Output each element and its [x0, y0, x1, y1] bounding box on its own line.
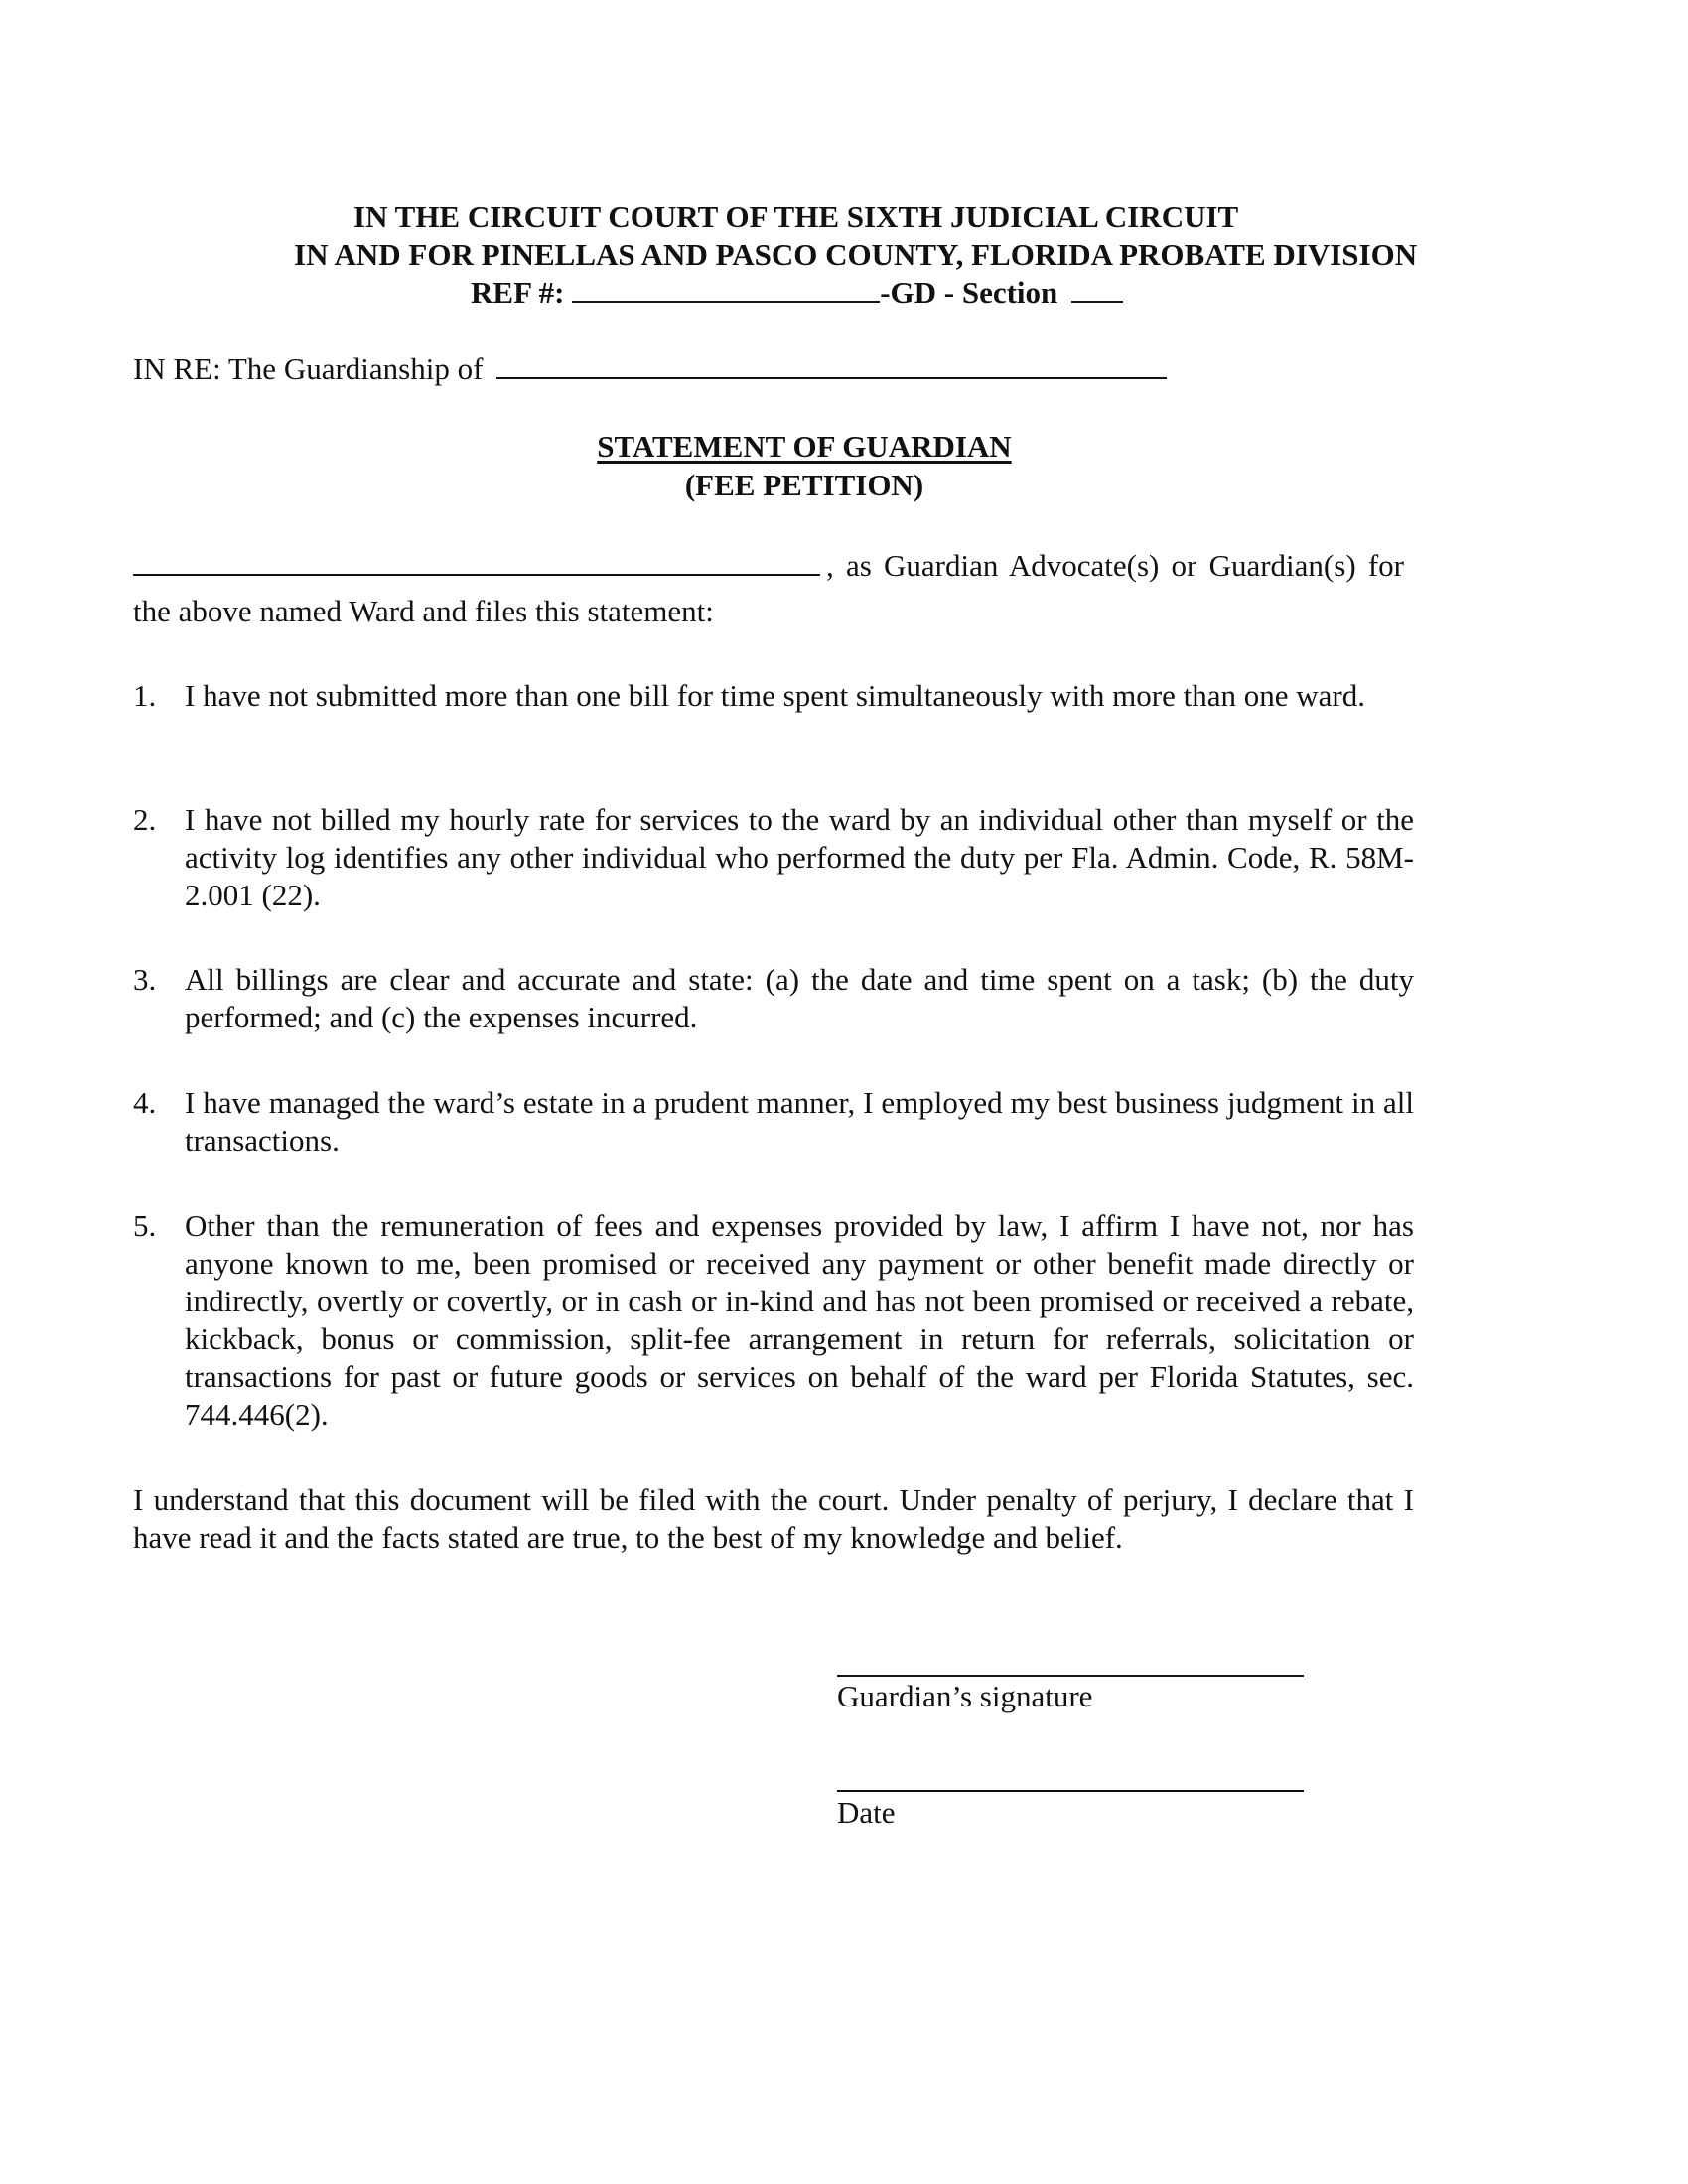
statement-item-3 [133, 961, 1414, 1036]
reference-line [471, 274, 1123, 312]
section-blank[interactable] [1071, 300, 1123, 303]
signature-line[interactable] [837, 1675, 1304, 1677]
item-number: 5. [133, 1208, 157, 1243]
item-text: Other than the remuneration of fees and expenses provided by law, I affirm I have not, nor has anyone known to me, been promised or received any payment or other benefit made directly or indirectly, overtly or covertly, or in cash or in-kind and has not been promised or received a rebate, kickback, bonus or commission, split-fee arrangement in return for referrals, solicitation or transactions for past or future goods or services on behalf of the ward per Florida Statutes, sec. 744.446(2). [185, 1208, 1414, 1432]
item-text: I have managed the ward’s estate in a prudent manner, I employed my best business judgment in all transactions. [185, 1085, 1414, 1158]
in-re-line [133, 350, 1167, 388]
in-re-label: IN RE: The Guardianship of [133, 351, 484, 386]
statement-item-1 [133, 677, 1414, 715]
court-header-line-2: IN AND FOR PINELLAS AND PASCO COUNTY, FLORIDA PROBATE DIVISION [294, 237, 1418, 272]
signature-label: Guardian’s signature [837, 1679, 1093, 1713]
item-number: 3. [133, 962, 157, 997]
item-number: 2. [133, 802, 157, 837]
item-text: I have not submitted more than one bill for time spent simultaneously with more than one ward. [185, 678, 1365, 713]
ref-suffix: -GD - Section [880, 275, 1058, 310]
item-text: All billings are clear and accurate and state: (a) the date and time spent on a task; (b) the duty performed; and (c) the expenses incurred. [185, 962, 1414, 1034]
item-text: I have not billed my hourly rate for services to the ward by an individual other than myself or the activity log identifies any other individual who performed the duty per Fla. Admin. Code, R. 58M-2.001 (22). [185, 802, 1414, 912]
guardian-name-blank[interactable] [133, 573, 820, 576]
ref-number-blank[interactable] [572, 300, 880, 303]
document-title: STATEMENT OF GUARDIAN [597, 429, 1012, 464]
statement-item-5 [133, 1207, 1414, 1433]
intro-line-1-text: , as Guardian Advocate(s) or Guardian(s) for [826, 548, 1404, 583]
statement-item-2 [133, 801, 1414, 914]
ward-name-blank[interactable] [496, 376, 1167, 379]
date-label: Date [837, 1795, 896, 1830]
intro-line-2: the above named Ward and files this statement: [133, 594, 714, 628]
intro-line-1 [133, 547, 1414, 585]
statement-item-4 [133, 1084, 1414, 1160]
item-number: 4. [133, 1085, 157, 1120]
declaration-paragraph: I understand that this document will be filed with the court. Under penalty of perjury, I declare that I have read it and the facts stated are true, to the best of my knowledge and belief. [133, 1482, 1414, 1555]
item-number: 1. [133, 678, 157, 713]
court-header-line-1: IN THE CIRCUIT COURT OF THE SIXTH JUDICIAL CIRCUIT [353, 200, 1239, 234]
ref-label: REF #: [471, 275, 565, 310]
date-line[interactable] [837, 1790, 1304, 1792]
document-subtitle: (FEE PETITION) [684, 468, 924, 502]
